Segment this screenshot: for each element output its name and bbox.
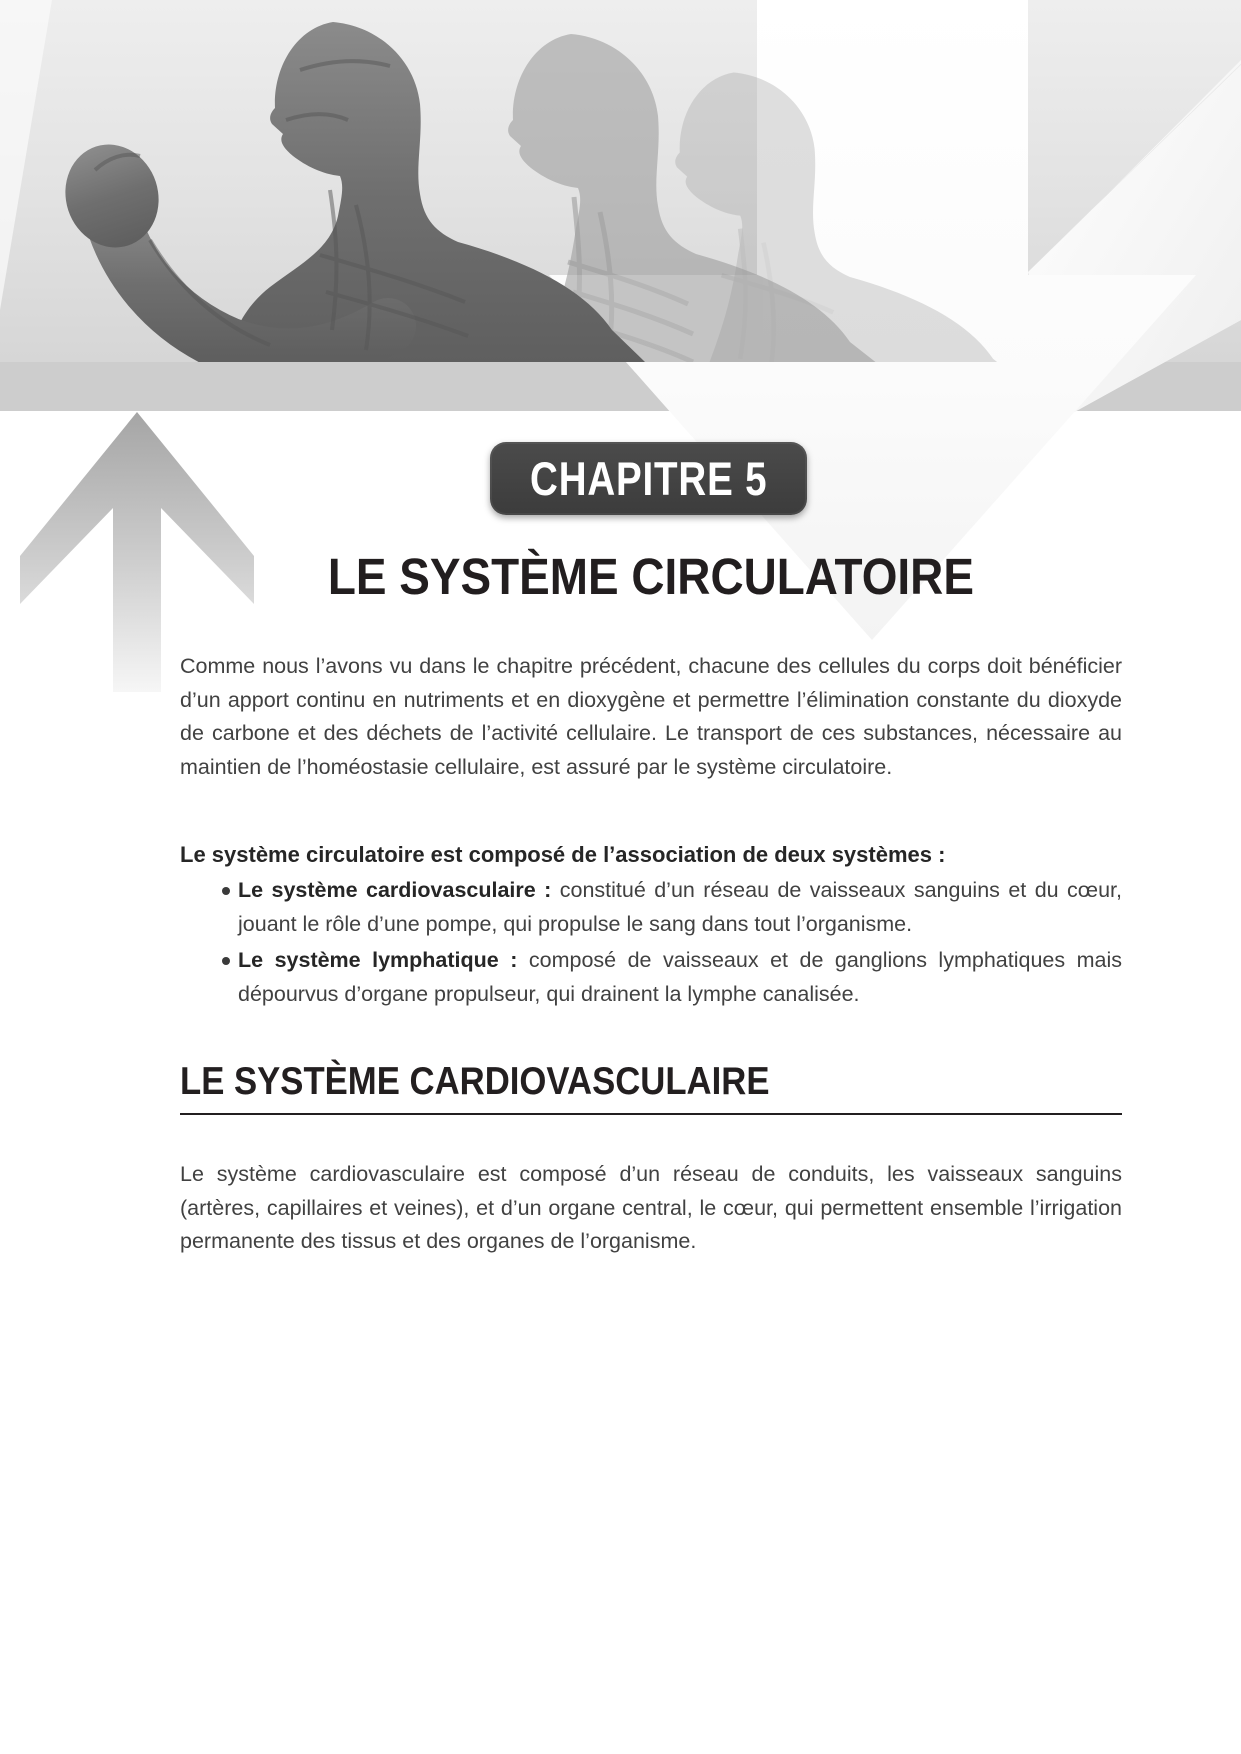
cardiovascular-paragraph: Le système cardiovasculaire est composé d’un réseau de conduits, les vaisseaux sanguins (artères, capillaires et veines), et d’un organe central, le cœur, qui permettent ensemble l’irrigation permanente des tissus et des organes de l’organisme.: [180, 1162, 1122, 1253]
bullet-description: constitué d’un réseau de vaisseaux sanguins et du cœur, jouant le rôle d’une pompe, qui propulse le sang dans tout l’organisme.: [238, 878, 1122, 936]
page-title-text: LE SYSTÈME CIRCULATOIRE: [327, 548, 975, 605]
chapter-badge: [490, 442, 807, 515]
intro-paragraph: Comme nous l’avons vu dans le chapitre précédent, chacune des cellules du corps doit bénéficier d’un apport continu en nutriments et en dioxygène et permettre l’élimination constante du dioxyde de carbone et des déchets de l’activité cellulaire. Le transport de ces substances, nécessaire au maintien de l’homéostasie cellulaire, est assuré par le système circulatoire.: [180, 654, 1122, 779]
page-title: [180, 548, 1122, 606]
chapter-banner-art: [0, 0, 1241, 720]
bullet-dot-icon: [222, 887, 230, 895]
section-heading-cardiovascular: [180, 1060, 1122, 1115]
systems-lead-sentence: Le système circulatoire est composé de l’association de deux systèmes :: [180, 842, 946, 867]
bullet-term: Le système cardiovasculaire :: [238, 878, 552, 902]
list-item-cardiovascular: [180, 874, 1122, 941]
bullet-dot-icon: [222, 957, 230, 965]
bullet-term: Le système lymphatique :: [238, 948, 518, 972]
chapter-badge-label: CHAPITRE 5: [529, 452, 768, 505]
bullet-description: composé de vaisseaux et de ganglions lymphatiques mais dépourvus d’organe propulseur, qui drainent la lymphe canalisée.: [238, 948, 1122, 1006]
list-item-lymphatic: [180, 944, 1122, 1011]
section-heading-text: LE SYSTÈME CARDIOVASCULAIRE: [180, 1060, 770, 1103]
systems-bullet-list: [180, 874, 1122, 1014]
